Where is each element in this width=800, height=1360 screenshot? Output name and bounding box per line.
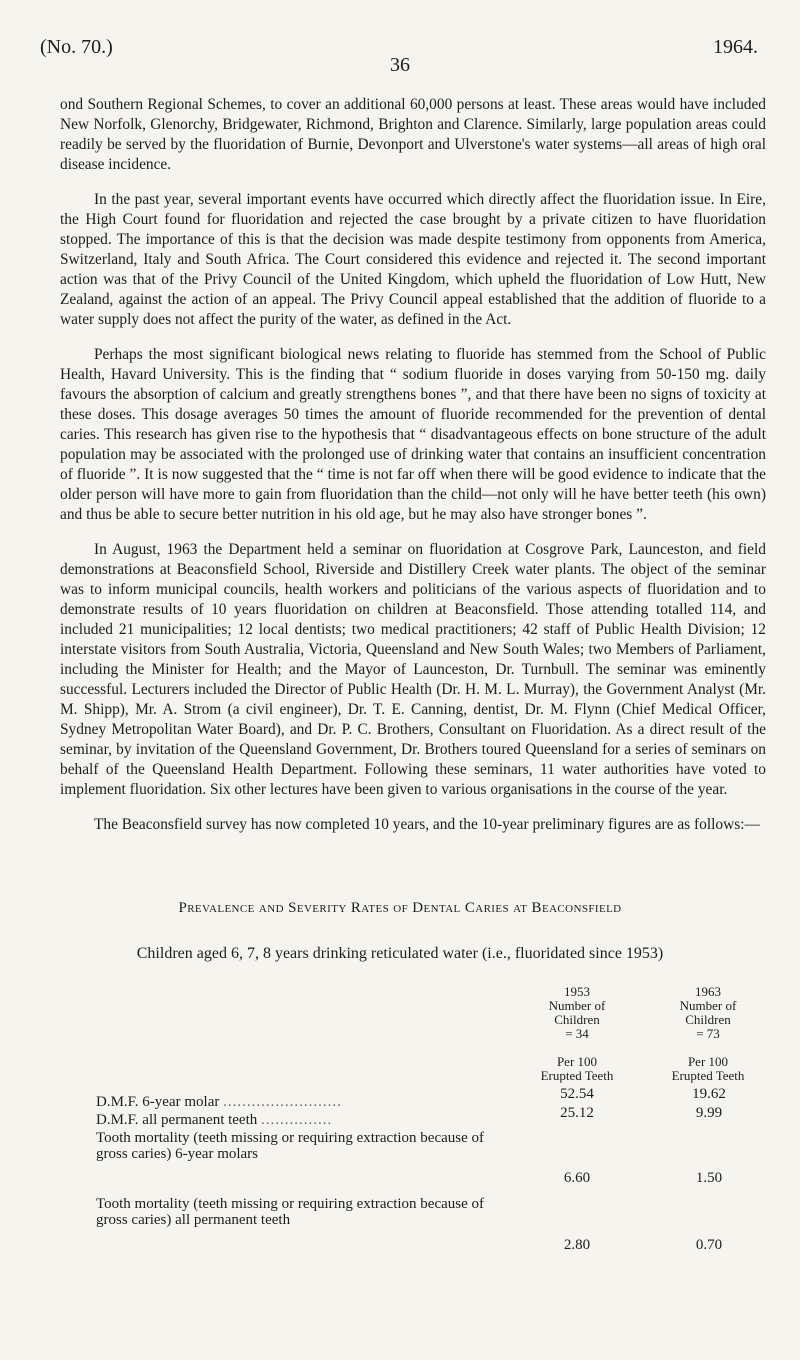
column-label-line2: Children: [685, 1012, 731, 1027]
column-header-1963: [648, 985, 768, 1083]
table-subtitle: Children aged 6, 7, 8 years drinking reticulated water (i.e., fluoridated since 1953): [136, 945, 664, 962]
paragraph-4: In August, 1963 the Department held a seminar on fluoridation at Cosgrove Park, Launceston, and field demonstrations at Beaconsfield School, Riverside and Distillery Creek water plants. The object of the seminar was to inform municipal councils, health workers and politicians of the various aspects of fluoridation and to demonstrate results of 10 years fluoridation on children at Beaconsfield. Those attending totalled 114, and included 21 municipalities; 12 local dentists; two medical practitioners; 42 staff of Public Health Division; 12 interstate visitors from South Australia, Victoria, Queensland and New South Wales; two Members of Parliament, including the Minister for Health; and the Mayor of Launceston, Dr. Turnbull. The seminar was eminently successful. Lecturers included the Director of Public Health (Dr. H. M. L. Murray), the Government Analyst (Mr. M. Shipp), Mr. A. Strom (a civil engineer), Dr. T. E. Canning, dentist, Dr. M. Flynn (Chief Medical Officer, Sydney Metropolitan Water Board), and Dr. P. C. Brothers, Consultant on Fluoridation. As a direct result of the seminar, by invitation of the Queensland Government, Dr. Brothers toured Queensland for a series of seminars on behalf of the Queensland Health Department. Following these seminars, 11 water authorities have voted to implement fluoridation. Six other lectures have been given to various organisations in the course of the year.: [60, 541, 766, 798]
table-cell-1953: 52.54: [560, 1086, 594, 1102]
paragraph-2: In the past year, several important events have occurred which directly affect the fluoridation issue. In Eire, the High Court found for fluoridation and rejected the case brought by a private citizen to have fluoridation stopped. The importance of this is that the decision was made despite testimony from opponents from America, Switzerland, Italy and South Africa. The Court considered this evidence and rejected it. The second important action was that of the Privy Council of the United Kingdom, which upheld the fluoridation of Low Hutt, New Zealand, against the action of an appeal. The Privy Council appeal established that the addition of fluoride to a water supply does not affect the purity of the water, as defined in the Act.: [60, 191, 766, 328]
column-label-line1: Number of: [679, 998, 737, 1013]
page-number: 36: [390, 54, 410, 76]
table-row-label: D.M.F. 6-year molar .........................: [96, 1094, 342, 1110]
table-cell-1963: 1.50: [695, 1170, 723, 1186]
table-cell-1953: 25.12: [560, 1105, 594, 1121]
column-unit-line2: Erupted Teeth: [671, 1068, 745, 1083]
column-count: = 73: [696, 1026, 720, 1041]
column-unit-line1: Per 100: [556, 1054, 598, 1069]
table-row-label: Tooth mortality (teeth missing or requiring extraction because of gross caries) all permanent teeth: [96, 1196, 485, 1228]
document-number: (No. 70.): [40, 36, 113, 58]
table-cell-1953: 6.60: [563, 1170, 591, 1186]
column-year: 1953: [564, 984, 590, 999]
paragraph-3: Perhaps the most significant biological news relating to fluoride has stemmed from the School of Public Health, Havard University. This is the finding that “ sodium fluoride in doses varying from 50-150 mg. daily favours the absorption of calcium and greatly strengthens bones ”, and that there have been no signs of toxicity at these doses. This dosage averages 50 times the amount of fluoride recommended for the prevention of dental caries. This research has given rise to the hypothesis that “ disadvantageous effects on bone structure of the adult population may be associated with the prolonged use of drinking water that contains an insufficient concentration of fluoride ”. It is now suggested that the “ time is not far off when there will be good evidence to indicate that the older person will have more to gain from fluoridation than the child—not only will he have better teeth (his own) and thus be able to secure better nutrition in his old age, but he may also have stronger bones ”.: [60, 346, 766, 523]
table-row-label: Tooth mortality (teeth missing or requiring extraction because of gross caries) 6-year molars: [96, 1130, 485, 1162]
column-label-line1: Number of: [548, 998, 606, 1013]
column-unit-line2: Erupted Teeth: [540, 1068, 614, 1083]
column-count: = 34: [565, 1026, 589, 1041]
table-title: Prevalence and Severity Rates of Dental Caries at Beaconsfield: [178, 900, 622, 916]
table-row-label: D.M.F. all permanent teeth ...............: [96, 1112, 333, 1128]
column-year: 1963: [695, 984, 721, 999]
column-label-line2: Children: [554, 1012, 600, 1027]
table-cell-1963: 9.99: [695, 1105, 723, 1121]
table-cell-1963: 19.62: [692, 1086, 726, 1102]
column-unit-line1: Per 100: [687, 1054, 729, 1069]
body-text: [60, 95, 766, 850]
document-year: 1964.: [713, 36, 758, 58]
table-cell-1963: 0.70: [695, 1237, 723, 1253]
table-cell-1953: 2.80: [563, 1237, 591, 1253]
paragraph-1: ond Southern Regional Schemes, to cover an additional 60,000 persons at least. These areas would have included New Norfolk, Glenorchy, Bridgewater, Richmond, Brighton and Clarence. Similarly, large population areas could readily be served by the fluoridation of Burnie, Devonport and Ulverstone's water systems—all areas of high oral disease incidence.: [60, 96, 766, 173]
column-header-1953: [522, 985, 632, 1083]
paragraph-5: The Beaconsfield survey has now completed 10 years, and the 10-year preliminary figures are as follows:—: [94, 816, 760, 833]
